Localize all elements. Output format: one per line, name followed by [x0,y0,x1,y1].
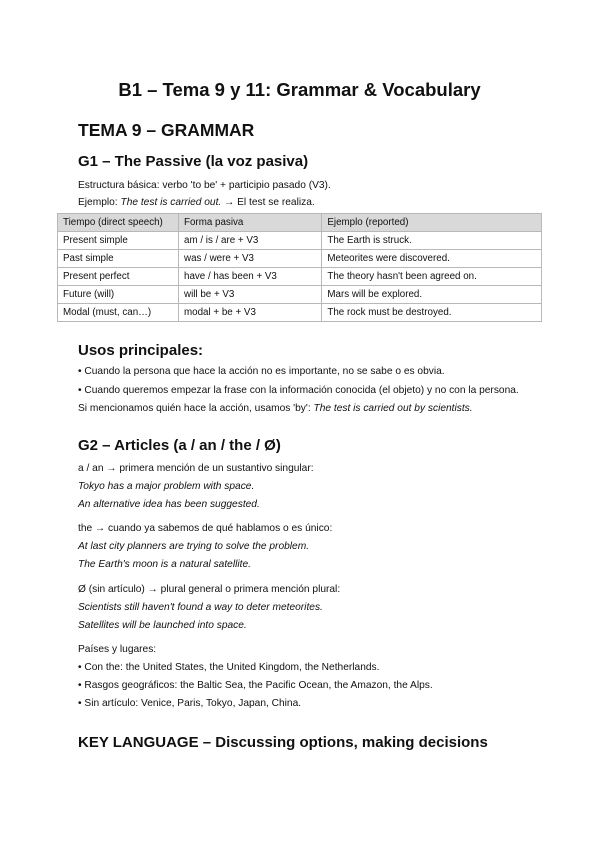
usos-by-line [78,403,473,414]
table-cell: have / has been + V3 [179,268,322,286]
passive-example-prefix: Ejemplo: [78,197,121,208]
table-cell: The Earth is struck. [322,232,542,250]
usos-bullet-2: • Cuando queremos empezar la frase con la información conocida (el objeto) y no con la persona. [78,385,519,396]
table-cell: Mars will be explored. [322,286,542,304]
document-title: B1 – Tema 9 y 11: Grammar & Vocabulary [118,79,481,100]
key-language-heading: KEY LANGUAGE – Discussing options, making decisions [78,734,488,751]
places-bullet-2: • Rasgos geográficos: the Baltic Sea, the Pacific Ocean, the Amazon, the Alps. [78,680,433,691]
passive-example [78,197,315,208]
passive-structure-text: Estructura básica: verbo 'to be' + participio pasado (V3). [78,180,331,191]
places-bullet-1: • Con the: the United States, the United Kingdom, the Netherlands. [78,662,380,673]
table-cell: The rock must be destroyed. [322,304,542,322]
table-row [58,268,542,286]
passive-table [57,213,542,322]
g2-heading: G2 – Articles (a / an / the / Ø) [78,437,281,454]
table-cell: Past simple [58,250,179,268]
column-header: Ejemplo (reported) [322,214,542,232]
table-cell: modal + be + V3 [179,304,322,322]
table-row [58,250,542,268]
table-cell: Meteorites were discovered. [322,250,542,268]
table-row [58,232,542,250]
column-header: Tiempo (direct speech) [58,214,179,232]
table-cell: am / is / are + V3 [179,232,322,250]
table-cell: Present simple [58,232,179,250]
articles-zero-example-2: Satellites will be launched into space. [78,620,247,631]
articles-a-example-1: Tokyo has a major problem with space. [78,481,255,492]
articles-zero-example-1: Scientists still haven't found a way to deter meteorites. [78,602,323,613]
section-heading-tema9: TEMA 9 – GRAMMAR [78,120,255,140]
articles-the-rule: the → cuando ya sabemos de qué hablamos o es único: [78,523,333,534]
column-header: Forma pasiva [179,214,322,232]
usos-by-prefix: Si mencionamos quién hace la acción, usamos 'by': [78,403,314,414]
usos-by-italic: The test is carried out by scientists. [313,403,473,414]
table-cell: Present perfect [58,268,179,286]
places-bullet-3: • Sin artículo: Venice, Paris, Tokyo, Japan, China. [78,698,302,709]
passive-example-suffix: → El test se realiza. [221,197,315,208]
articles-the-example-1: At last city planners are trying to solve the problem. [78,541,310,552]
places-heading: Países y lugares: [78,644,157,655]
usos-heading: Usos principales: [78,342,204,359]
table-cell: The theory hasn't been agreed on. [322,268,542,286]
table-cell: Modal (must, can…) [58,304,179,322]
articles-a-rule: a / an → primera mención de un sustantivo singular: [78,463,314,474]
table-cell: Future (will) [58,286,179,304]
articles-zero-rule: Ø (sin artículo) → plural general o primera mención plural: [78,584,341,595]
table-row [58,286,542,304]
table-cell: was / were + V3 [179,250,322,268]
table-row [58,304,542,322]
usos-bullet-1: • Cuando la persona que hace la acción no es importante, no se sabe o es obvia. [78,366,445,377]
table-header-row [58,214,542,232]
g1-heading: G1 – The Passive (la voz pasiva) [78,153,309,170]
articles-a-example-2: An alternative idea has been suggested. [78,499,260,510]
passive-example-italic: The test is carried out. [120,197,222,208]
articles-the-example-2: The Earth's moon is a natural satellite. [78,559,251,570]
table-cell: will be + V3 [179,286,322,304]
